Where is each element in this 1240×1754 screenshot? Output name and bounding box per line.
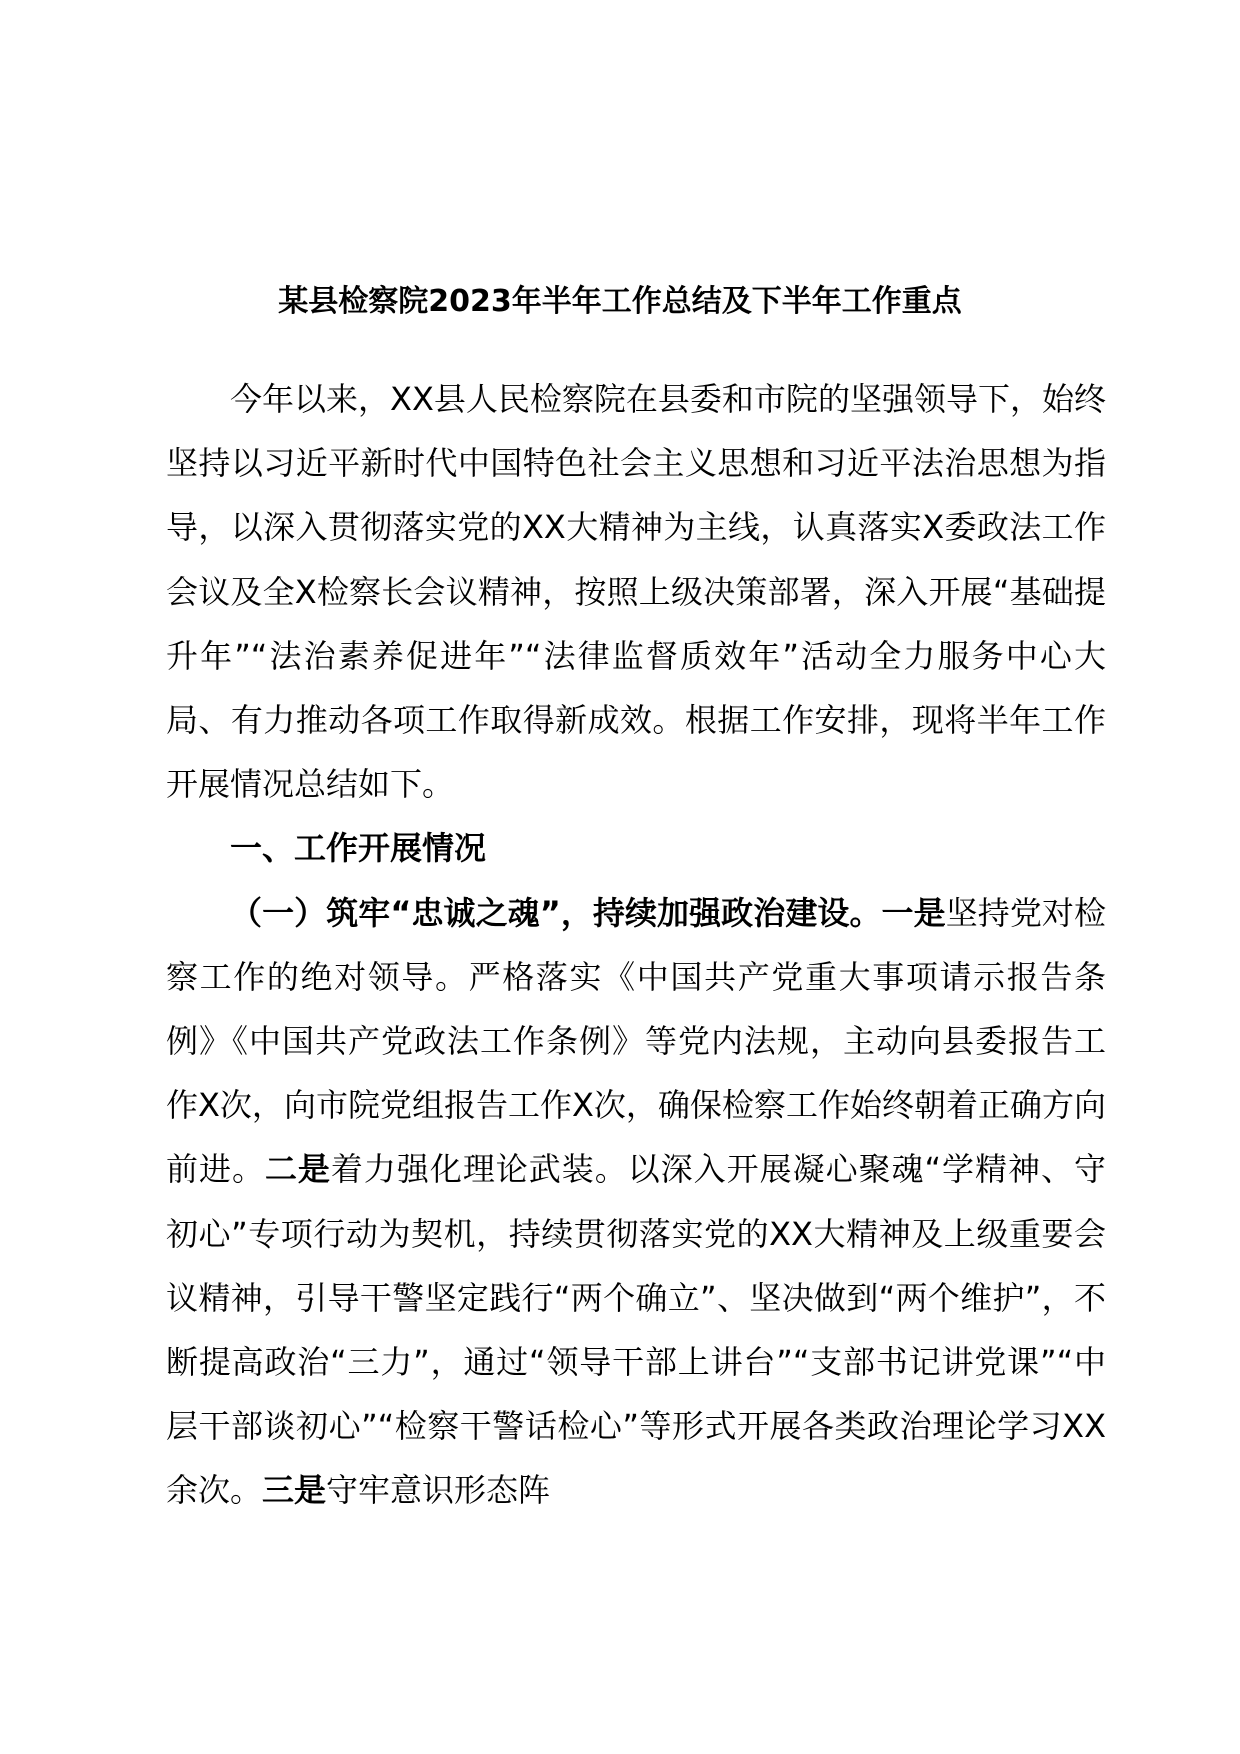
point-label: 二是 [264,1150,331,1189]
section-heading: 一、工作开展情况 [230,829,487,868]
point-label: 三是 [262,1471,327,1510]
point-text: 着力强化理论武装。以深入开展凝心聚魂“学精神、守初心”专项行动为契机，持续贯彻落实党的XX大精神及上级重要会议精神，引导干警坚定践行“两个确立”、坚决做到“两个维护”，不断提高政治“三力”，通过“领导干部上讲台”“支部书记讲党课”“中层干部谈初心”“检察干警话检心”等形式开展各类政治理论学习XX余次。 [166,1150,1106,1510]
subsection-heading: （一）筑牢“忠诚之魂”，持续加强政治建设。 [230,893,882,932]
point-text: 守牢意识形态阵 [326,1471,551,1510]
point-text: 坚持党对检察工作的绝对领导。严格落实《中国共产党重大事项请示报告条例》《中国共产党政法工作条例》等党内法规，主动向县委报告工作X次，向市院党组报告工作X次，确保检察工作始终朝着正确方向前进。 [166,893,1106,1189]
subsection-paragraph [166,881,1106,1523]
intro-paragraph: 今年以来，XX县人民检察院在县委和市院的坚强领导下，始终坚持以习近平新时代中国特色社会主义思想和习近平法治思想为指导，以深入贯彻落实党的XX大精神为主线，认真落实X委政法工作会议及全X检察长会议精神，按照上级决策部署，深入开展“基础提升年”“法治素养促进年”“法律监督质效年”活动全力服务中心大局、有力推动各项工作取得新成效。根据工作安排，现将半年工作开展情况总结如下。 [166,380,1106,804]
document-body [166,367,1106,1523]
point-label: 一是 [881,893,946,932]
document-title: 某县检察院2023年半年工作总结及下半年工作重点 [278,284,962,319]
